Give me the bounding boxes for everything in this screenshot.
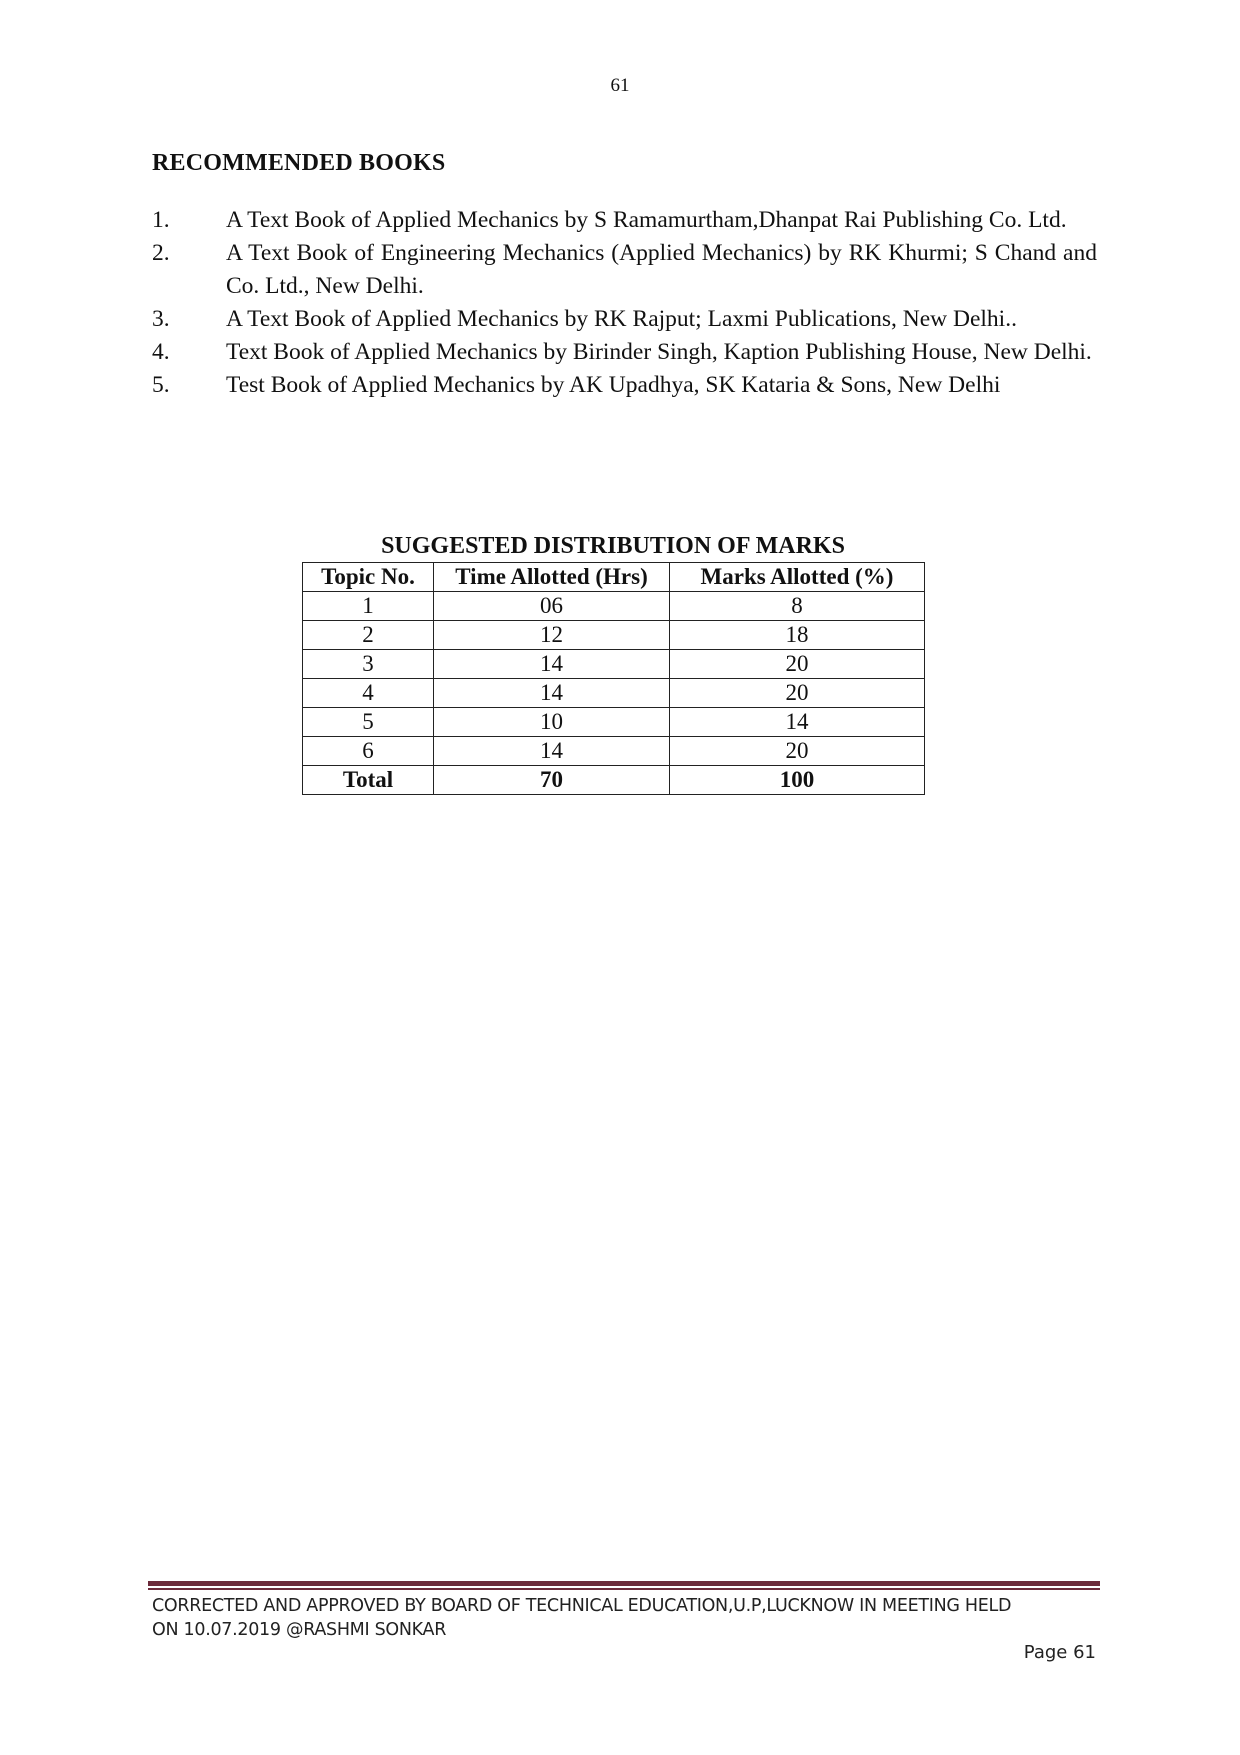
table-row (303, 679, 925, 708)
book-item (152, 369, 1097, 402)
table-row (303, 621, 925, 650)
total-time-cell: 70 (434, 766, 670, 795)
book-text: Test Book of Applied Mechanics by AK Upadhya, SK Kataria & Sons, New Delhi (226, 372, 1001, 398)
topic-cell: 2 (303, 621, 434, 650)
total-marks-cell: 100 (670, 766, 925, 795)
book-item (152, 336, 1097, 369)
table-row (303, 592, 925, 621)
marks-distribution-table (302, 562, 925, 795)
table-row (303, 708, 925, 737)
table-header-row (303, 563, 925, 592)
time-cell: 14 (434, 737, 670, 766)
marks-cell: 14 (670, 708, 925, 737)
time-cell: 14 (434, 679, 670, 708)
topic-cell: 1 (303, 592, 434, 621)
marks-cell: 20 (670, 679, 925, 708)
book-number: 4. (152, 339, 170, 365)
topic-cell: 3 (303, 650, 434, 679)
table-total-row (303, 766, 925, 795)
book-number: 1. (152, 207, 170, 233)
footer-line-2: ON 10.07.2019 @RASHMI SONKAR (152, 1620, 447, 1640)
header-time-allotted: Time Allotted (Hrs) (434, 563, 670, 592)
page-number-top: 61 (610, 75, 630, 96)
total-label-cell: Total (303, 766, 434, 795)
time-cell: 12 (434, 621, 670, 650)
marks-cell: 20 (670, 650, 925, 679)
footer-rule-thick (148, 1581, 1100, 1586)
marks-cell: 18 (670, 621, 925, 650)
topic-cell: 6 (303, 737, 434, 766)
header-topic-no: Topic No. (303, 563, 434, 592)
table-row (303, 650, 925, 679)
book-item (152, 204, 1097, 237)
footer-page-label: Page 61 (1023, 1642, 1096, 1663)
footer-rule-thin (148, 1588, 1100, 1590)
footer-line-1: CORRECTED AND APPROVED BY BOARD OF TECHNICAL EDUCATION,U.P,LUCKNOW IN MEETING HELD (152, 1596, 1012, 1616)
book-item (152, 237, 1097, 303)
recommended-books-list (152, 204, 1097, 402)
topic-cell: 5 (303, 708, 434, 737)
marks-cell: 8 (670, 592, 925, 621)
book-text: Text Book of Applied Mechanics by Birinder Singh, Kaption Publishing House, New Delhi. (226, 339, 1092, 365)
header-marks-allotted: Marks Allotted (%) (670, 563, 925, 592)
book-text: A Text Book of Applied Mechanics by RK Rajput; Laxmi Publications, New Delhi.. (226, 306, 1017, 332)
time-cell: 06 (434, 592, 670, 621)
book-number: 3. (152, 306, 170, 332)
book-number: 5. (152, 372, 170, 398)
book-text: A Text Book of Engineering Mechanics (Applied Mechanics) by RK Khurmi; S Chand and Co. Ltd., New Delhi. (226, 240, 1097, 299)
table-row (303, 737, 925, 766)
book-number: 2. (152, 240, 170, 266)
footer-approval-text (152, 1594, 1112, 1642)
time-cell: 14 (434, 650, 670, 679)
topic-cell: 4 (303, 679, 434, 708)
time-cell: 10 (434, 708, 670, 737)
marks-cell: 20 (670, 737, 925, 766)
book-text: A Text Book of Applied Mechanics by S Ramamurtham,Dhanpat Rai Publishing Co. Ltd. (226, 207, 1067, 233)
book-item (152, 303, 1097, 336)
section-heading: RECOMMENDED BOOKS (152, 150, 446, 176)
distribution-title: SUGGESTED DISTRIBUTION OF MARKS (381, 533, 845, 559)
